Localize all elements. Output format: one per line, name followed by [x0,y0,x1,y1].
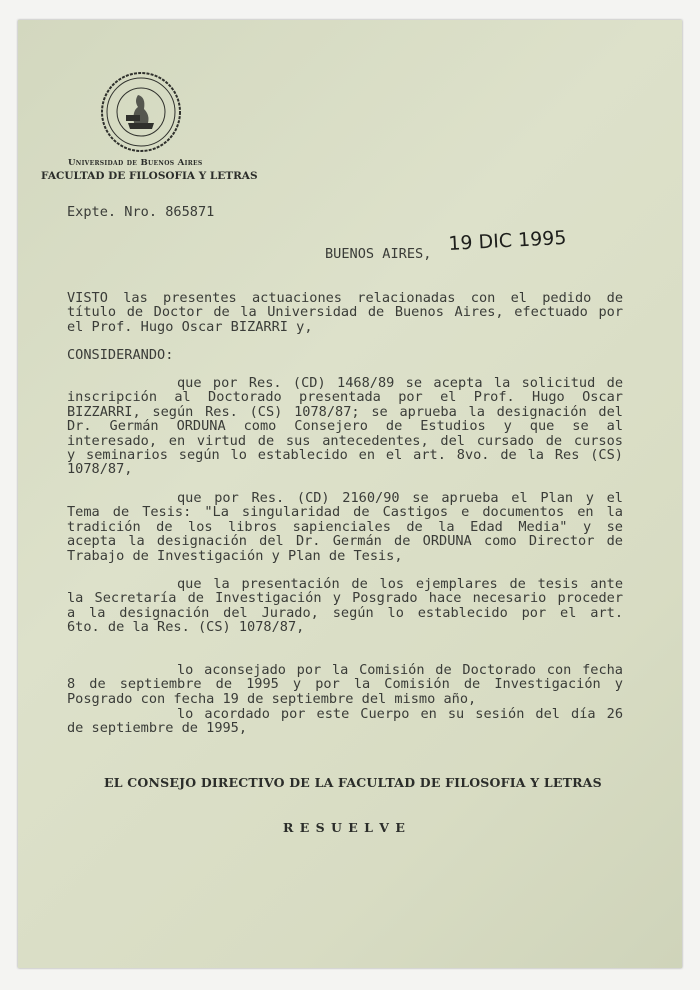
text-line: la Secretaría de Investigación y Posgrado hace necesario proceder [67,590,623,607]
text-line: inscripción al Doctorado presentada por el Prof. Hugo Oscar [67,389,623,406]
text-line: y seminarios según lo establecido en el art. 8vo. de la Res (CS) [67,446,623,463]
visto-paragraph [67,291,623,334]
text-line: Dr. Germán ORDUNA como Consejero de Estudios y que se al [67,418,623,435]
text-line: 6to. de la Res. (CS) 1078/87, [67,619,305,636]
text-line: que por Res. (CD) 2160/90 se aprueba el Plan y el [177,490,623,506]
text-line: Posgrado con fecha 19 de septiembre del mismo año, [67,690,477,707]
expediente-number: Expte. Nro. 865871 [67,204,215,220]
text-line: que por Res. (CD) 1468/89 se acepta la solicitud de [177,375,623,391]
place-label: BUENOS AIRES, [325,246,432,262]
considerando-heading: CONSIDERANDO: [67,347,174,363]
considerando-paragraph-5 [67,707,623,736]
university-seal-icon [100,71,182,153]
text-line: VISTO las presentes actuaciones relacionadas con el pedido de [67,290,623,306]
text-line: lo acordado por este Cuerpo en su sesión del día 26 [177,706,623,722]
text-line: a la designación del Jurado, según lo establecido por el art. [67,604,623,621]
considerando-paragraph-4 [67,663,623,706]
resuelve-heading: R E S U E L V E [283,820,406,835]
text-line: Tema de Tesis: "La singularidad de Castigos e documentos en la [67,504,623,521]
faculty-name: FACULTAD DE FILOSOFIA Y LETRAS [41,170,258,182]
text-line: BIZZARRI, según Res. (CS) 1078/87; se aprueba la designación del [67,403,623,420]
text-line: interesado, en virtud de sus antecedentes, del cursado de cursos [67,432,623,449]
consejo-heading: EL CONSEJO DIRECTIVO DE LA FACULTAD DE FILOSOFIA Y LETRAS [104,775,602,790]
considerando-paragraph-2 [67,491,623,563]
considerando-paragraph-3 [67,577,623,635]
text-line: Trabajo de Investigación y Plan de Tesis, [67,547,403,564]
text-line: tradición de los libros sapienciales de la Edad Media" y se [67,518,623,535]
text-line: de septiembre de 1995, [67,720,248,737]
text-line: 1078/87, [67,461,133,478]
text-line: título de Doctor de la Universidad de Buenos Aires, efectuado por [67,304,623,321]
text-line: el Prof. Hugo Oscar BIZARRI y, [67,318,313,335]
considerando-paragraph-1 [67,376,623,477]
university-name: Universidad de Buenos Aires [68,158,203,168]
text-line: que la presentación de los ejemplares de tesis ante [177,576,623,592]
text-line: lo aconsejado por la Comisión de Doctorado con fecha [177,662,623,678]
text-line: 8 de septiembre de 1995 y por la Comisión de Investigación y [67,676,623,693]
text-line: acepta la designación del Dr. Germán de ORDUNA como Director de [67,533,623,550]
date-stamp: 19 DIC 1995 [447,226,567,255]
